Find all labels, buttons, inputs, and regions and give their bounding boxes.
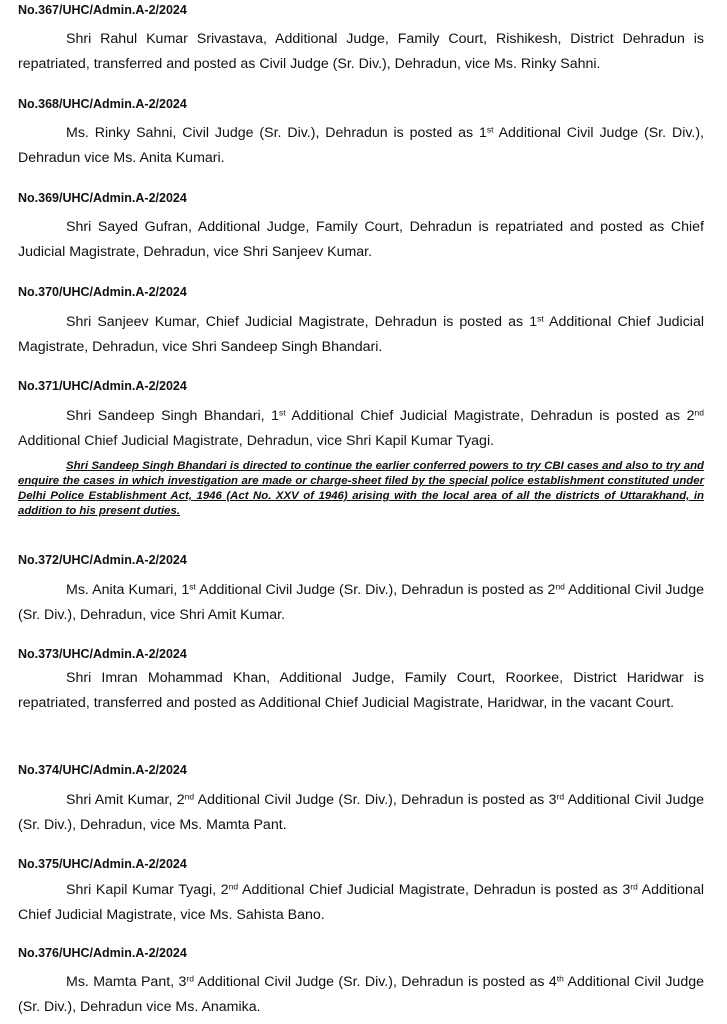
order-number: No.374/UHC/Admin.A-2/2024 (18, 763, 187, 777)
order-number: No.370/UHC/Admin.A-2/2024 (18, 285, 187, 299)
order-number: No.367/UHC/Admin.A-2/2024 (18, 3, 187, 17)
order-number: No.371/UHC/Admin.A-2/2024 (18, 379, 187, 393)
order-note: Shri Sandeep Singh Bhandari is directed to continue the earlier conferred powers to try CBI cases and also to try and enquire the cases in which investigation are made or charge-sheet filed by the special police establishment constituted under Delhi Police Establishment Act, 1946 (Act No. XXV of 1946) arising with the local area of all the districts of Uttarakhand, in addition to his present duties. (18, 460, 704, 517)
order-text: Shri Kapil Kumar Tyagi, 2nd Additional Chief Judicial Magistrate, Dehradun is posted as 3rd Additional Chief Judicial Magistrate, vice Ms. Sahista Bano. (18, 881, 704, 923)
order-text: Ms. Anita Kumari, 1st Additional Civil Judge (Sr. Div.), Dehradun is posted as 2nd Additional Civil Judge (Sr. Div.), Dehradun, vice Shri Amit Kumar. (18, 581, 704, 623)
order-number: No.373/UHC/Admin.A-2/2024 (18, 647, 187, 661)
order-text: Ms. Rinky Sahni, Civil Judge (Sr. Div.), Dehradun is posted as 1st Additional Civil Judge (Sr. Div.), Dehradun vice Ms. Anita Kumari. (18, 124, 704, 166)
order-text: Shri Rahul Kumar Srivastava, Additional Judge, Family Court, Rishikesh, District Dehradun is repatriated, transferred and posted as Civil Judge (Sr. Div.), Dehradun, vice Ms. Rinky Sahni. (18, 31, 704, 72)
order-text: Shri Sanjeev Kumar, Chief Judicial Magistrate, Dehradun is posted as 1st Additional Chief Judicial Magistrate, Dehradun, vice Shri Sandeep Singh Bhandari. (18, 313, 704, 355)
order-number: No.376/UHC/Admin.A-2/2024 (18, 946, 187, 960)
order-number: No.375/UHC/Admin.A-2/2024 (18, 857, 187, 871)
order-text: Shri Sayed Gufran, Additional Judge, Family Court, Dehradun is repatriated and posted as Chief Judicial Magistrate, Dehradun, vice Shri Sanjeev Kumar. (18, 219, 704, 260)
order-number: No.368/UHC/Admin.A-2/2024 (18, 97, 187, 111)
order-text: Shri Imran Mohammad Khan, Additional Judge, Family Court, Roorkee, District Haridwar is repatriated, transferred and posted as Additional Chief Judicial Magistrate, Haridwar, in the vacant Court. (18, 670, 704, 711)
order-text: Shri Amit Kumar, 2nd Additional Civil Judge (Sr. Div.), Dehradun is posted as 3rd Additional Civil Judge (Sr. Div.), Dehradun, vice Ms. Mamta Pant. (18, 791, 705, 833)
order-text: Shri Sandeep Singh Bhandari, 1st Additional Chief Judicial Magistrate, Dehradun is posted as 2nd Additional Chief Judicial Magistrate, Dehradun, vice Shri Kapil Kumar Tyagi. (18, 407, 704, 449)
order-number: No.372/UHC/Admin.A-2/2024 (18, 553, 187, 567)
order-text: Ms. Mamta Pant, 3rd Additional Civil Judge (Sr. Div.), Dehradun is posted as 4th Additional Civil Judge (Sr. Div.), Dehradun vice Ms. Anamika. (18, 973, 704, 1015)
order-number: No.369/UHC/Admin.A-2/2024 (18, 191, 187, 205)
